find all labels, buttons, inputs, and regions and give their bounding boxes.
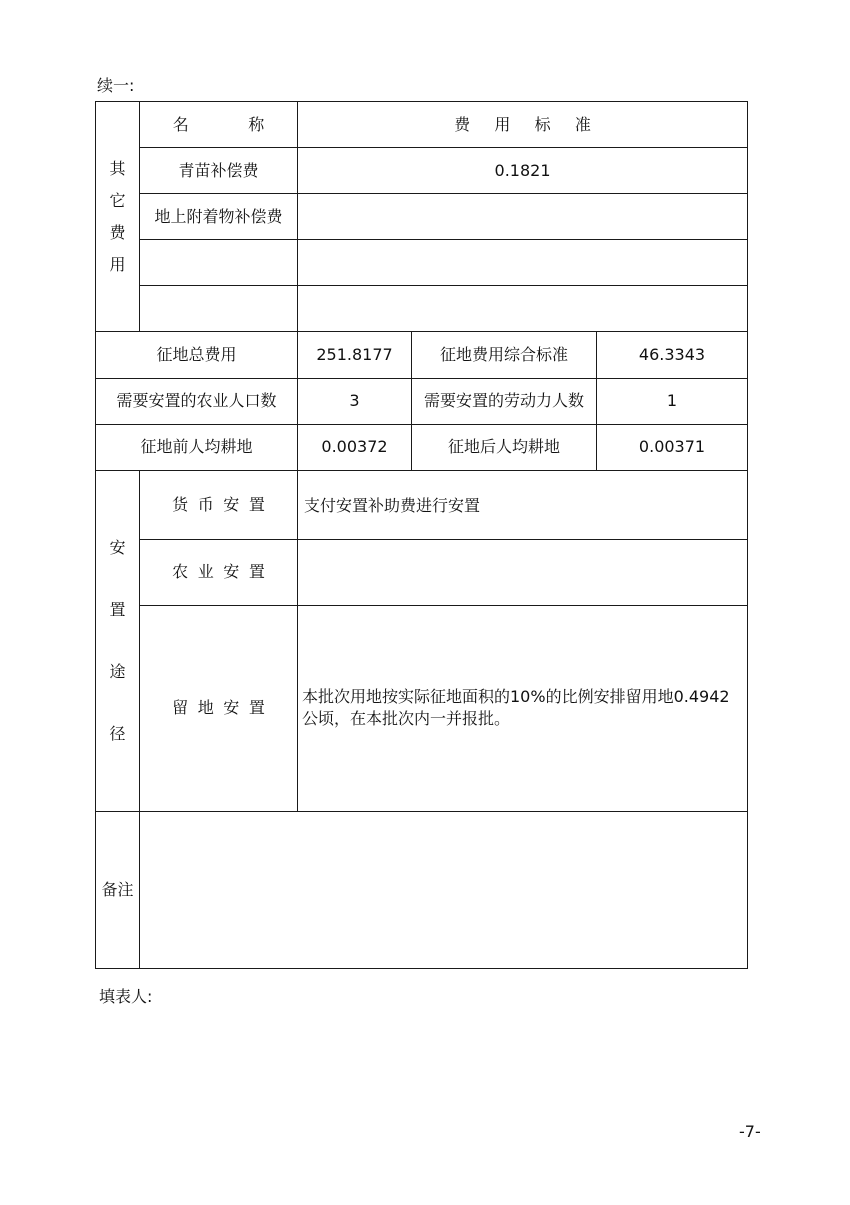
other-fee-value-cell <box>298 194 748 240</box>
monetary-label: 货币安置 <box>172 494 275 514</box>
agricultural-value <box>298 539 748 605</box>
monetary-label-cell <box>140 470 298 539</box>
farmland-after-value: 0.00371 <box>597 424 748 470</box>
total-cost-label: 征地总费用 <box>96 332 298 378</box>
combined-standard-label: 征地费用综合标准 <box>412 332 597 378</box>
agri-population-label: 需要安置的农业人口数 <box>96 378 298 424</box>
other-fee-name-cell <box>140 240 298 286</box>
other-fee-row <box>96 240 748 286</box>
other-fee-row <box>96 286 748 332</box>
other-fee-name-cell: 地上附着物补偿费 <box>140 194 298 240</box>
agri-population-value: 3 <box>298 378 412 424</box>
continuation-label: 续一: <box>97 76 135 95</box>
other-fee-value-cell <box>298 240 748 286</box>
reserved-land-label-cell <box>140 606 298 811</box>
reserved-land-resettlement-row <box>96 606 748 811</box>
agricultural-label-cell <box>140 539 298 605</box>
other-fee-row <box>96 194 748 240</box>
labor-count-label: 需要安置的劳动力人数 <box>412 378 597 424</box>
reserved-land-value: 本批次用地按实际征地面积的10%的比例安排留用地0.4942公顷，在本批次内一并报批。 <box>298 606 748 811</box>
agricultural-label: 农业安置 <box>172 562 275 582</box>
other-fee-name-cell <box>140 286 298 332</box>
remarks-label: 备注 <box>96 811 140 968</box>
resettlement-section-label: 安置途径 <box>109 537 126 743</box>
standard-header-cell <box>298 102 748 148</box>
farmland-after-label: 征地后人均耕地 <box>412 424 597 470</box>
combined-standard-value: 46.3343 <box>597 332 748 378</box>
other-fee-value-cell: 0.1821 <box>298 148 748 194</box>
standard-header: 费 用 标 准 <box>454 114 601 134</box>
remarks-row <box>96 811 748 968</box>
monetary-value: 支付安置补助费进行安置 <box>298 470 748 539</box>
farmland-before-value: 0.00372 <box>298 424 412 470</box>
other-fees-header-row <box>96 102 748 148</box>
reserved-land-label: 留地安置 <box>172 698 275 718</box>
total-cost-row <box>96 332 748 378</box>
name-header: 名 称 <box>172 114 292 134</box>
land-acquisition-form-table <box>95 101 748 969</box>
farmland-row <box>96 424 748 470</box>
resettlement-section-cell <box>96 470 140 811</box>
name-header-cell <box>140 102 298 148</box>
filler-label: 填表人: <box>99 987 153 1006</box>
other-fee-value-cell <box>298 286 748 332</box>
other-fees-section-label: 其它费用 <box>109 158 126 274</box>
page-number: -7- <box>739 1122 761 1141</box>
population-row <box>96 378 748 424</box>
other-fee-row <box>96 148 748 194</box>
total-cost-value: 251.8177 <box>298 332 412 378</box>
other-fee-name-cell: 青苗补偿费 <box>140 148 298 194</box>
labor-count-value: 1 <box>597 378 748 424</box>
other-fees-section-cell <box>96 102 140 332</box>
farmland-before-label: 征地前人均耕地 <box>96 424 298 470</box>
agricultural-resettlement-row <box>96 539 748 605</box>
monetary-resettlement-row <box>96 470 748 539</box>
remarks-value <box>140 811 748 968</box>
